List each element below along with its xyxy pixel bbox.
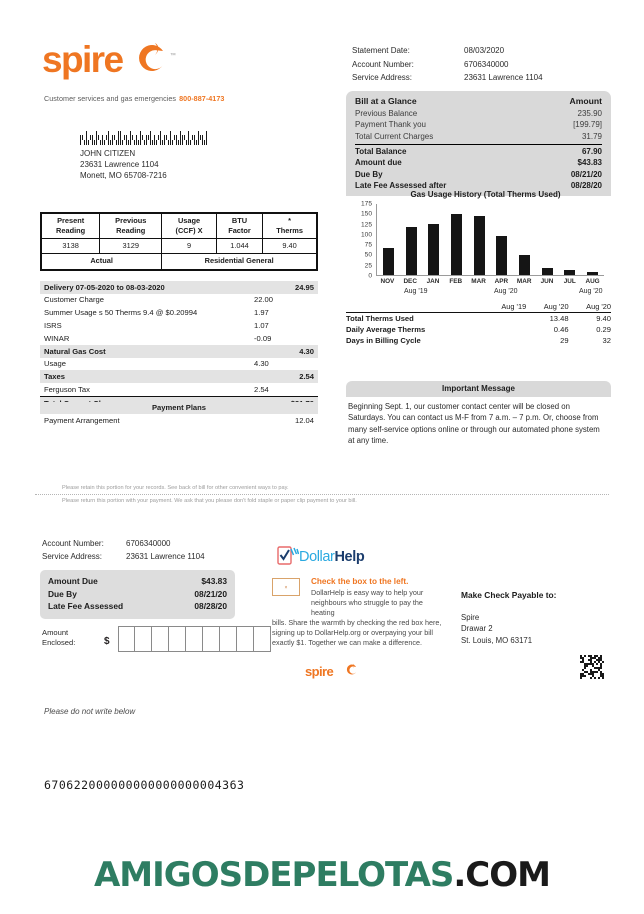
stub-row-value: 08/28/20 [194, 601, 227, 612]
charge-desc: Usage [44, 359, 66, 369]
chart-y-tick: 25 [364, 262, 372, 270]
statement-service-row [352, 71, 610, 85]
stub-service-value: 23631 Lawrence 1104 [126, 551, 205, 561]
gas-usage-chart [346, 190, 611, 302]
chart-x-axis [376, 278, 604, 285]
chart-x-tick: APR [494, 278, 509, 285]
payment-plan-value: 12.04 [294, 416, 314, 425]
amount-digit-cell[interactable] [186, 626, 203, 652]
important-message-header: Important Message [346, 381, 611, 397]
chart-bar [564, 270, 575, 275]
charge-line [40, 332, 318, 345]
dollarhelp-spire-logo [305, 662, 358, 680]
trademark-mark: ™ [169, 53, 176, 60]
statement-service-value: 23631 Lawrence 1104 [464, 73, 543, 82]
dollarhelp-headline: Check the box to the left. [311, 577, 409, 586]
chart-annotation: Aug '19 [404, 288, 428, 295]
brand-name: spire [42, 39, 123, 80]
usage-summary-col-3: Aug '20 [586, 302, 611, 311]
statement-account-row [352, 58, 610, 72]
charge-line [40, 307, 318, 320]
dollarhelp-checkbox[interactable]: × [272, 578, 300, 596]
chart-x-tick: JUL [563, 278, 576, 285]
dollarhelp-wordmark: DollarHelp [299, 549, 365, 565]
recipient-address [80, 148, 167, 182]
qr-module [598, 677, 600, 679]
glance-row-value: 235.90 [577, 109, 602, 118]
meter-value: 3129 [100, 239, 162, 254]
charge-desc: Natural Gas Cost [44, 346, 106, 356]
glance-total-value: $43.83 [577, 158, 602, 168]
chart-x-tick: JUN [540, 278, 554, 285]
chart-y-tick: 50 [364, 251, 372, 259]
meter-footer-right: Residential General [162, 253, 317, 270]
do-not-write-note: Please do not write below [44, 707, 136, 716]
currency-symbol: $ [104, 636, 110, 647]
stub-row [48, 588, 227, 601]
glance-total-label: Late Fee Assessed after [355, 180, 447, 190]
chart-x-tick: FEB [449, 278, 463, 285]
charge-desc: ISRS [44, 320, 62, 330]
qr-module [586, 665, 588, 667]
chart-y-tick: 175 [360, 200, 372, 208]
glance-amount-header: Amount [569, 96, 602, 106]
charge-total: 2.54 [299, 372, 314, 382]
usage-summary-value: 32 [602, 336, 611, 346]
charge-line [40, 383, 318, 396]
chart-y-tick: 75 [364, 241, 372, 249]
watermark-main: AMIGOSDEPELOTAS [93, 855, 454, 895]
stub-row-label: Amount Due [48, 576, 98, 586]
chart-x-tick: MAR [471, 278, 486, 285]
qr-code [580, 655, 604, 679]
usage-summary-label: Total Therms Used [346, 314, 414, 324]
glance-total-row [355, 169, 602, 180]
stub-row [48, 575, 227, 588]
glance-row [355, 131, 602, 142]
usage-summary-table [346, 302, 611, 347]
stub-account-value: 6706340000 [126, 539, 171, 548]
chart-plot-area [376, 204, 604, 276]
charge-line [40, 319, 318, 332]
recipient-name: JOHN CITIZEN [80, 149, 136, 158]
bill-at-a-glance [346, 91, 611, 196]
glance-row [355, 119, 602, 130]
stub-row-label: Late Fee Assessed [48, 601, 124, 612]
charge-desc: Customer Charge [44, 295, 104, 305]
glance-row-label: Total Current Charges [355, 131, 434, 141]
amount-digit-cell[interactable] [169, 626, 186, 652]
chart-bars [377, 204, 604, 275]
usage-summary-value: 0.46 [553, 325, 569, 335]
customer-service-line [44, 94, 224, 103]
payment-plans-header: Payment Plans [40, 402, 318, 414]
chart-bar [587, 272, 598, 275]
charges-breakdown [40, 281, 318, 410]
usage-summary-value: 0.29 [596, 325, 611, 335]
qr-module [584, 655, 586, 657]
payment-plan-label: Payment Arrangement [44, 416, 120, 425]
usage-summary-value: 9.40 [596, 314, 611, 324]
dollarhelp-brand-name: spire [305, 663, 334, 679]
glance-total-value: 67.90 [581, 146, 602, 156]
qr-module [584, 675, 586, 677]
glance-header-row [355, 95, 602, 108]
payment-plans-row [44, 416, 314, 425]
glance-total-value: 08/28/20 [570, 180, 602, 190]
meter-reading-table [40, 212, 318, 271]
usage-summary-value [484, 324, 526, 335]
stub-row-value: 08/21/20 [194, 588, 227, 599]
meter-value: 9 [162, 239, 217, 254]
check-payable-line2: Drawar 2 [461, 624, 493, 634]
usage-summary-value: 29 [560, 336, 569, 346]
stub-account-info [42, 538, 205, 563]
glance-row-value: [199.79] [573, 120, 602, 130]
amount-digit-cell[interactable] [135, 626, 152, 652]
customer-service-phone: 800-887-4173 [179, 94, 225, 103]
meter-value: 9.40 [263, 239, 317, 254]
glance-total-label: Total Balance [355, 146, 407, 156]
amount-enclosed-label [42, 628, 75, 648]
charge-line [40, 294, 318, 307]
qr-module [600, 667, 602, 669]
statement-date-value: 08/03/2020 [464, 46, 505, 55]
usage-summary-value: 13.48 [549, 314, 569, 324]
glance-total-row [355, 157, 602, 168]
ocr-scanline: 670622000000000000000004363 [44, 778, 245, 792]
chart-x-tick: MAR [516, 278, 532, 285]
chart-annotation: Aug '20 [494, 288, 518, 295]
meter-header-cell: BTU Factor [216, 214, 262, 239]
chart-x-tick: DEC [403, 278, 417, 285]
chart-annotation: Aug '20 [579, 288, 603, 295]
table-row [346, 324, 611, 335]
table-row [346, 335, 611, 346]
perforation-note-top: Please retain this portion for your records. See back of bill for other convenient ways to pay. [62, 485, 289, 491]
amount-digit-cell[interactable] [254, 626, 271, 652]
chart-bar [519, 255, 530, 275]
charge-desc: Summer Usage s 50 Therms 9.4 @ $0.20994 [44, 308, 198, 318]
glance-total-row [355, 146, 602, 157]
meter-header-cell: * Therms [263, 214, 317, 239]
spire-flame-icon-small [345, 663, 358, 681]
spire-flame-icon [134, 41, 168, 80]
chart-bar [474, 216, 485, 275]
stub-amount-box [40, 570, 235, 619]
usage-summary-value [484, 335, 526, 346]
statement-date-label: Statement Date: [352, 46, 410, 55]
meter-header-cell: Usage (CCF) X [162, 214, 217, 239]
recipient-address-line2: Monett, MO 65708-7216 [80, 171, 167, 181]
meter-value: 1.044 [216, 239, 262, 254]
check-payable-address [461, 612, 532, 646]
watermark-suffix: .COM [453, 855, 550, 895]
chart-y-tick: 0 [368, 272, 372, 280]
amount-digit-cell[interactable] [152, 626, 169, 652]
meter-footer-left: Actual [42, 253, 162, 270]
charge-section-header [40, 370, 318, 383]
charge-desc: WINAR [44, 333, 70, 343]
statement-service-label: Service Address: [352, 73, 413, 82]
charge-amount: 1.07 [254, 320, 269, 330]
glance-total-value: 08/21/20 [570, 169, 602, 179]
charge-amount: -0.09 [254, 333, 272, 343]
charge-total: 24.95 [294, 282, 314, 292]
meter-footer-row [42, 253, 317, 270]
charge-desc: Taxes [44, 372, 65, 382]
dollarhelp-body-full: bills. Share the warmth by checking the red box here, signing up to DollarHelp.org or overpaying your bill exactly $1. Together we can make a difference. [272, 618, 442, 648]
amount-enclosed-line1: Amount [42, 628, 69, 637]
glance-row-label: Previous Balance [355, 109, 418, 118]
watermark [0, 855, 644, 895]
usage-summary-label: Daily Average Therms [346, 325, 426, 335]
check-payable-title: Make Check Payable to: [461, 590, 557, 600]
statement-date-row [352, 44, 610, 58]
perforation-note-bottom: Please return this portion with your payment. We ask that you please don't fold staple or paper clip payment to your bill. [62, 498, 357, 504]
usage-summary-col-0 [346, 302, 484, 313]
qr-module [596, 663, 598, 665]
amount-digit-cell[interactable] [203, 626, 220, 652]
statement-account-label: Account Number: [352, 59, 414, 69]
stub-row [48, 600, 227, 613]
meter-value: 3138 [42, 239, 100, 254]
chart-bar [451, 214, 462, 275]
charge-amount: 4.30 [254, 359, 269, 369]
meter-header-cell: Previous Reading [100, 214, 162, 239]
usage-summary-header-row [346, 302, 611, 313]
qr-module [596, 671, 598, 673]
glance-row [355, 108, 602, 119]
charge-line [40, 358, 318, 371]
chart-bar [496, 236, 507, 275]
stub-service-label: Service Address: [42, 551, 103, 561]
customer-service-label: Customer services and gas emergencies [44, 94, 177, 103]
chart-bar [406, 227, 417, 275]
stub-row-label: Due By [48, 588, 77, 599]
dollarhelp-check-icon [277, 546, 299, 568]
intelligent-mail-barcode [80, 130, 207, 145]
charge-desc: Ferguson Tax [44, 384, 90, 394]
stub-account-label: Account Number: [42, 539, 104, 548]
chart-y-tick: 125 [360, 221, 372, 229]
amount-enclosed-input[interactable] [118, 626, 271, 652]
perforation-divider [35, 494, 609, 495]
meter-header-cell: Present Reading [42, 214, 100, 239]
usage-summary-value [484, 313, 526, 325]
dollarhelp-body-indented: DollarHelp is easy way to help your neighbours who struggle to pay the heating [311, 588, 424, 618]
meter-header-row [42, 214, 317, 239]
chart-bar [542, 268, 553, 275]
recipient-address-line1: 23631 Lawrence 1104 [80, 160, 159, 170]
qr-module [590, 677, 592, 679]
glance-row-label: Payment Thank you [355, 120, 427, 130]
stub-service-row [42, 551, 205, 564]
qr-module [580, 677, 582, 679]
amount-enclosed-line2: Enclosed: [42, 638, 76, 647]
glance-divider [355, 144, 602, 145]
spire-logo [42, 40, 176, 79]
glance-total-label: Due By [355, 169, 383, 179]
charge-amount: 1.97 [254, 308, 269, 318]
charge-total: 4.30 [299, 346, 314, 356]
amount-digit-cell[interactable] [118, 626, 135, 652]
glance-row-value: 31.79 [581, 131, 602, 141]
glance-total-label: Amount due [355, 158, 402, 168]
amount-digit-cell[interactable] [220, 626, 237, 652]
chart-x-tick: JAN [426, 278, 440, 285]
chart-x-tick: NOV [380, 278, 395, 285]
usage-summary-label: Days in Billing Cycle [346, 336, 421, 346]
charge-amount: 22.00 [254, 295, 274, 305]
charge-desc: Delivery 07-05-2020 to 08-03-2020 [44, 282, 165, 292]
usage-summary-col-2: Aug '20 [543, 302, 569, 311]
dollarhelp-logo [277, 546, 364, 568]
chart-title: Gas Usage History (Total Therms Used) [410, 190, 561, 199]
qr-module [602, 677, 604, 679]
table-row [346, 313, 611, 325]
stub-row-value: $43.83 [201, 576, 227, 586]
chart-bar [383, 248, 394, 275]
qr-module [594, 677, 596, 679]
statement-account-value: 6706340000 [464, 59, 509, 69]
chart-y-tick: 100 [360, 231, 372, 239]
stub-account-row [42, 538, 205, 551]
chart-y-tick: 150 [360, 210, 372, 218]
amount-digit-cell[interactable] [237, 626, 254, 652]
meter-value-row [42, 239, 317, 254]
glance-title: Bill at a Glance [355, 96, 417, 106]
charge-amount: 2.54 [254, 384, 269, 394]
check-payable-line1: Spire [461, 613, 480, 622]
qr-module [584, 667, 586, 669]
chart-x-tick: AUG [585, 278, 600, 285]
chart-bar [428, 224, 439, 275]
important-message-body: Beginning Sept. 1, our customer contact center will be closed on Saturdays. You can contact us M-F from 7 a.m. – 7 p.m. Or, choose from many self-service options online or through our automated phone system at any time. [348, 402, 600, 446]
charge-section-header [40, 345, 318, 358]
statement-info [352, 44, 610, 85]
charge-section-header [40, 281, 318, 294]
chart-y-axis [346, 200, 372, 280]
usage-summary-col-1: Aug '19 [501, 302, 527, 311]
qr-module [602, 661, 604, 663]
check-payable-line3: St. Louis, MO 63171 [461, 635, 533, 645]
